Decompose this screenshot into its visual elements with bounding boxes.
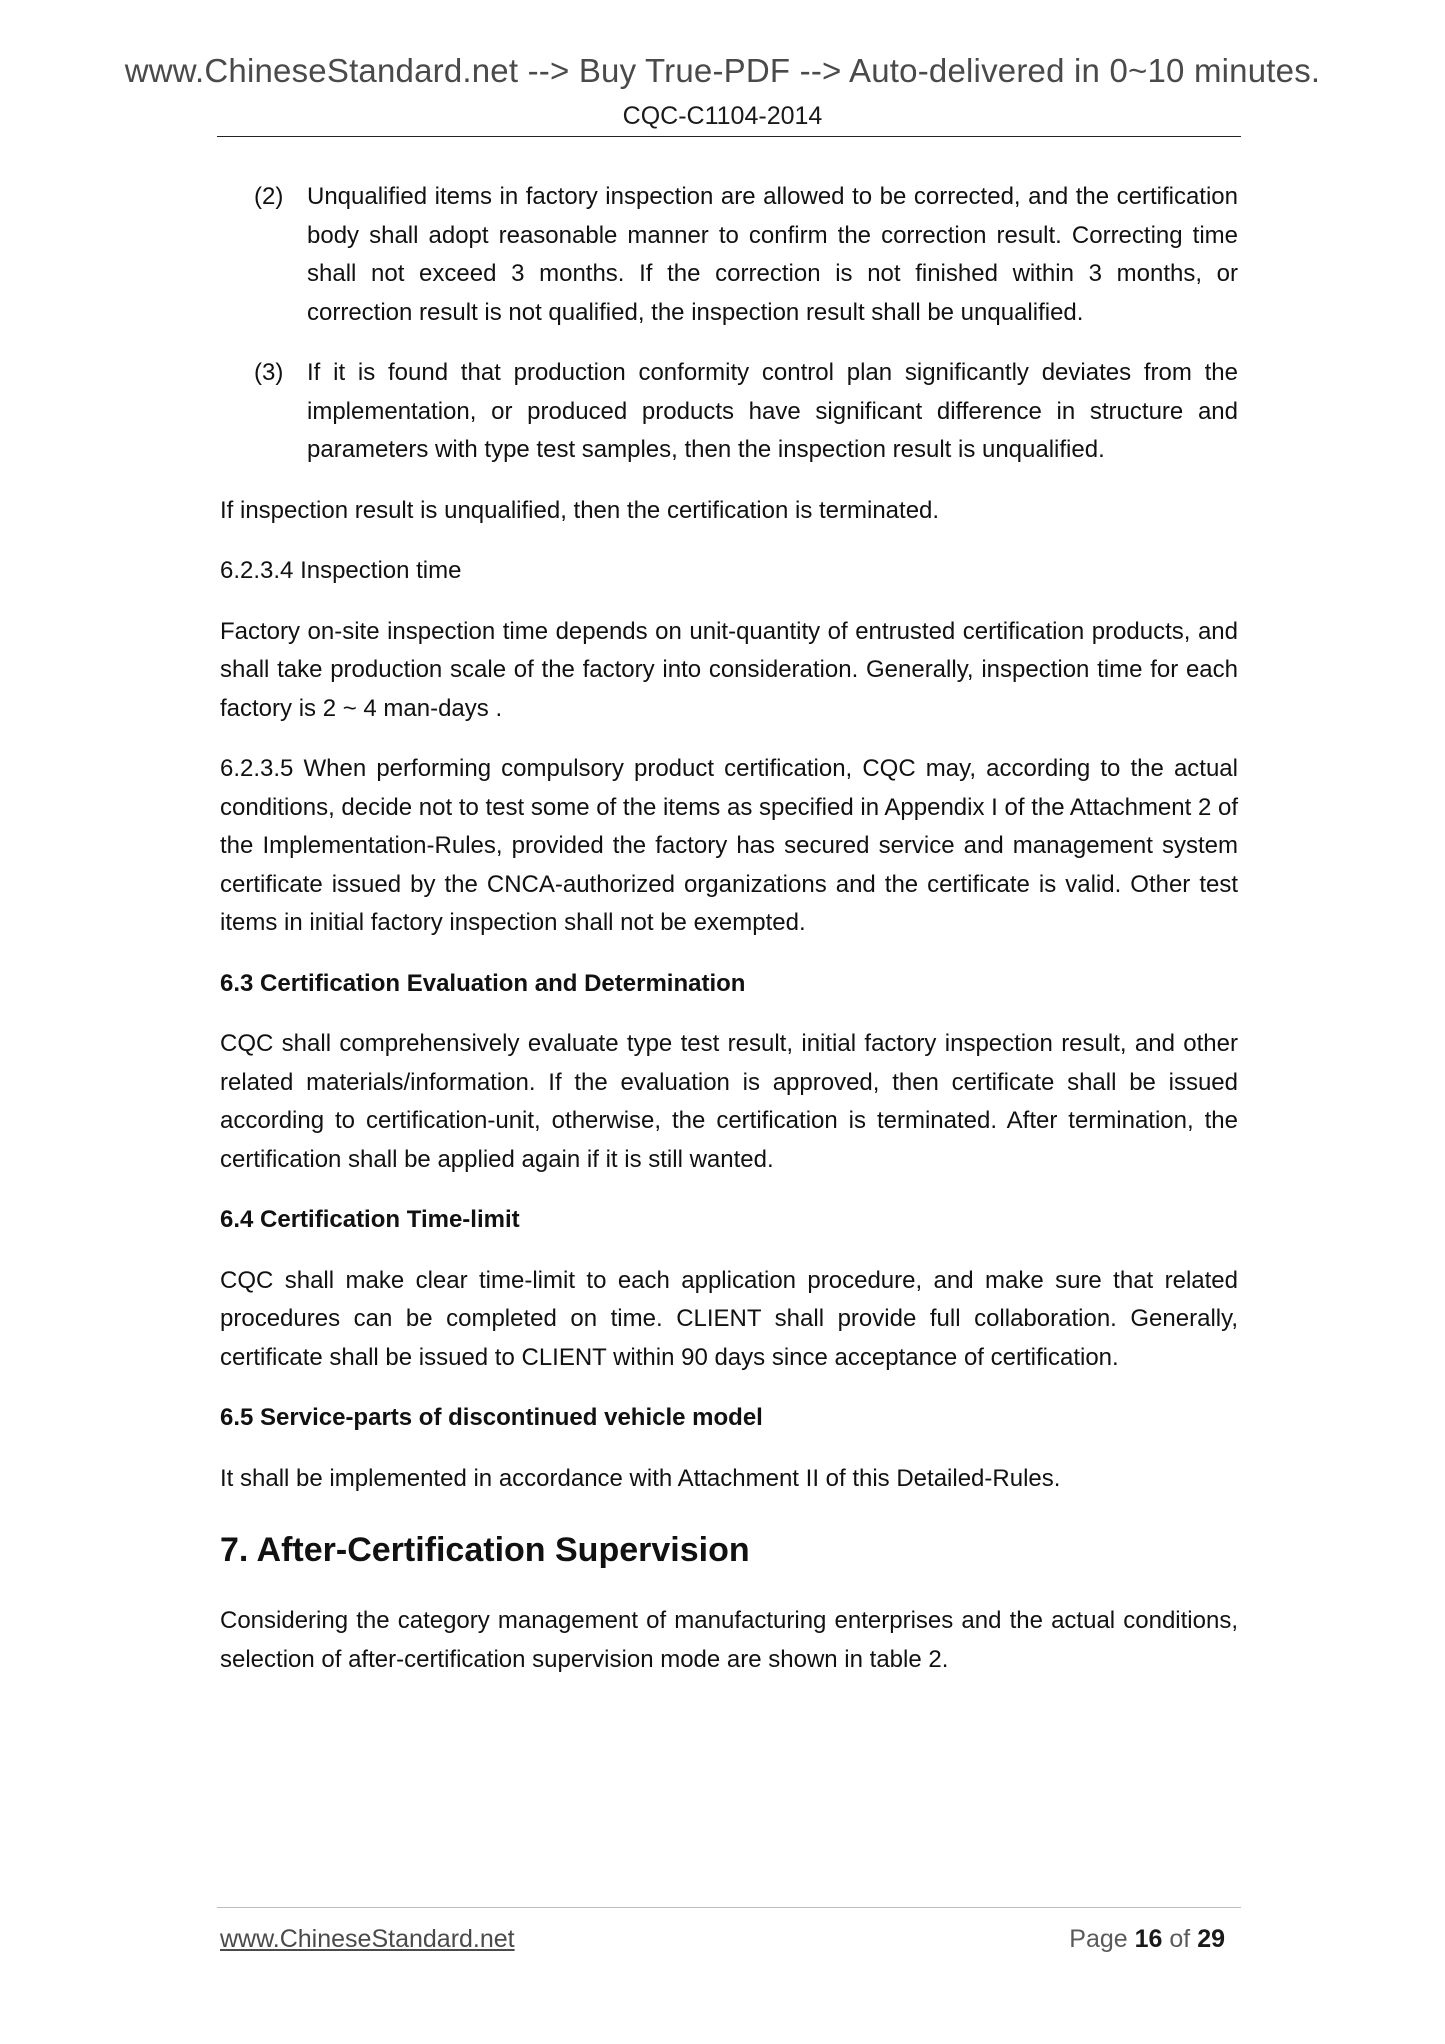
paragraph-6-2-3-5: 6.2.3.5 When performing compulsory product certification, CQC may, according to the actual conditions, decide not to test some of the items as specified in Appendix I of the Attachment 2 of the Implementation-Rules, provided the factory has secured service and management system certificate issued by the CNCA-authorized organizations and the certificate is valid. Other test items in initial factory inspection shall not be exempted. xyxy=(220,755,1238,936)
page-label: Page xyxy=(1069,1925,1128,1953)
list-item-text: Unqualified items in factory inspection are allowed to be corrected, and the certification body shall adopt reasonable manner to confirm the correction result. Correcting time shall not exceed 3 months. If the correction is not finished within 3 months, or correction result is not qualified, the inspection result shall be unqualified. xyxy=(307,183,1238,326)
page-current: 16 xyxy=(1134,1925,1163,1953)
footer-divider xyxy=(217,1907,1241,1908)
list-item-3 xyxy=(220,354,1238,470)
heading-6-4: 6.4 Certification Time-limit xyxy=(220,1206,520,1233)
paragraph-section-7: Considering the category management of manufacturing enterprises and the actual conditions, selection of after-certification supervision mode are shown in table 2. xyxy=(220,1607,1238,1673)
heading-section-7: 7. After-Certification Supervision xyxy=(220,1531,750,1569)
page-total: 29 xyxy=(1197,1925,1225,1953)
page-number xyxy=(1069,1925,1225,1954)
list-item-2 xyxy=(220,178,1238,332)
footer-site-link[interactable]: www.ChineseStandard.net xyxy=(220,1925,515,1953)
list-item-number: (3) xyxy=(254,359,284,386)
paragraph-unqualified: If inspection result is unqualified, then the certification is terminated. xyxy=(220,496,940,524)
paragraph-6-5: It shall be implemented in accordance with Attachment II of this Detailed-Rules. xyxy=(220,1464,1061,1492)
list-item-number: (2) xyxy=(254,183,284,210)
heading-6-2-3-4: 6.2.3.4 Inspection time xyxy=(220,557,462,584)
paragraph-6-3: CQC shall comprehensively evaluate type test result, initial factory inspection result, and other related materials/information. If the evaluation is approved, then certificate shall be issued according to certification-unit, otherwise, the certification is terminated. After termination, the certification shall be applied again if it is still wanted. xyxy=(220,1030,1238,1173)
header-banner: www.ChineseStandard.net --> Buy True-PDF --> Auto-delivered in 0~10 minutes. xyxy=(124,52,1321,89)
page-of: of xyxy=(1169,1925,1191,1953)
document-body xyxy=(220,178,1238,1679)
paragraph-6-2-3-4: Factory on-site inspection time depends on unit-quantity of entrusted certification products, and shall take production scale of the factory into consideration. Generally, inspection time for each factory is 2 ~ 4 man-days . xyxy=(220,617,1238,722)
list-item-text: If it is found that production conformity control plan significantly deviates from the implementation, or produced products have significant difference in structure and parameters with type test samples, then the inspection result is unqualified. xyxy=(307,359,1238,463)
heading-6-5: 6.5 Service-parts of discontinued vehicle model xyxy=(220,1404,763,1431)
document-id: CQC-C1104-2014 xyxy=(622,102,823,130)
header-divider xyxy=(217,136,1241,137)
paragraph-6-4: CQC shall make clear time-limit to each application procedure, and make sure that related procedures can be completed on time. CLIENT shall provide full collaboration. Generally, certificate shall be issued to CLIENT within 90 days since acceptance of certification. xyxy=(220,1266,1238,1371)
heading-6-3: 6.3 Certification Evaluation and Determination xyxy=(220,969,746,997)
